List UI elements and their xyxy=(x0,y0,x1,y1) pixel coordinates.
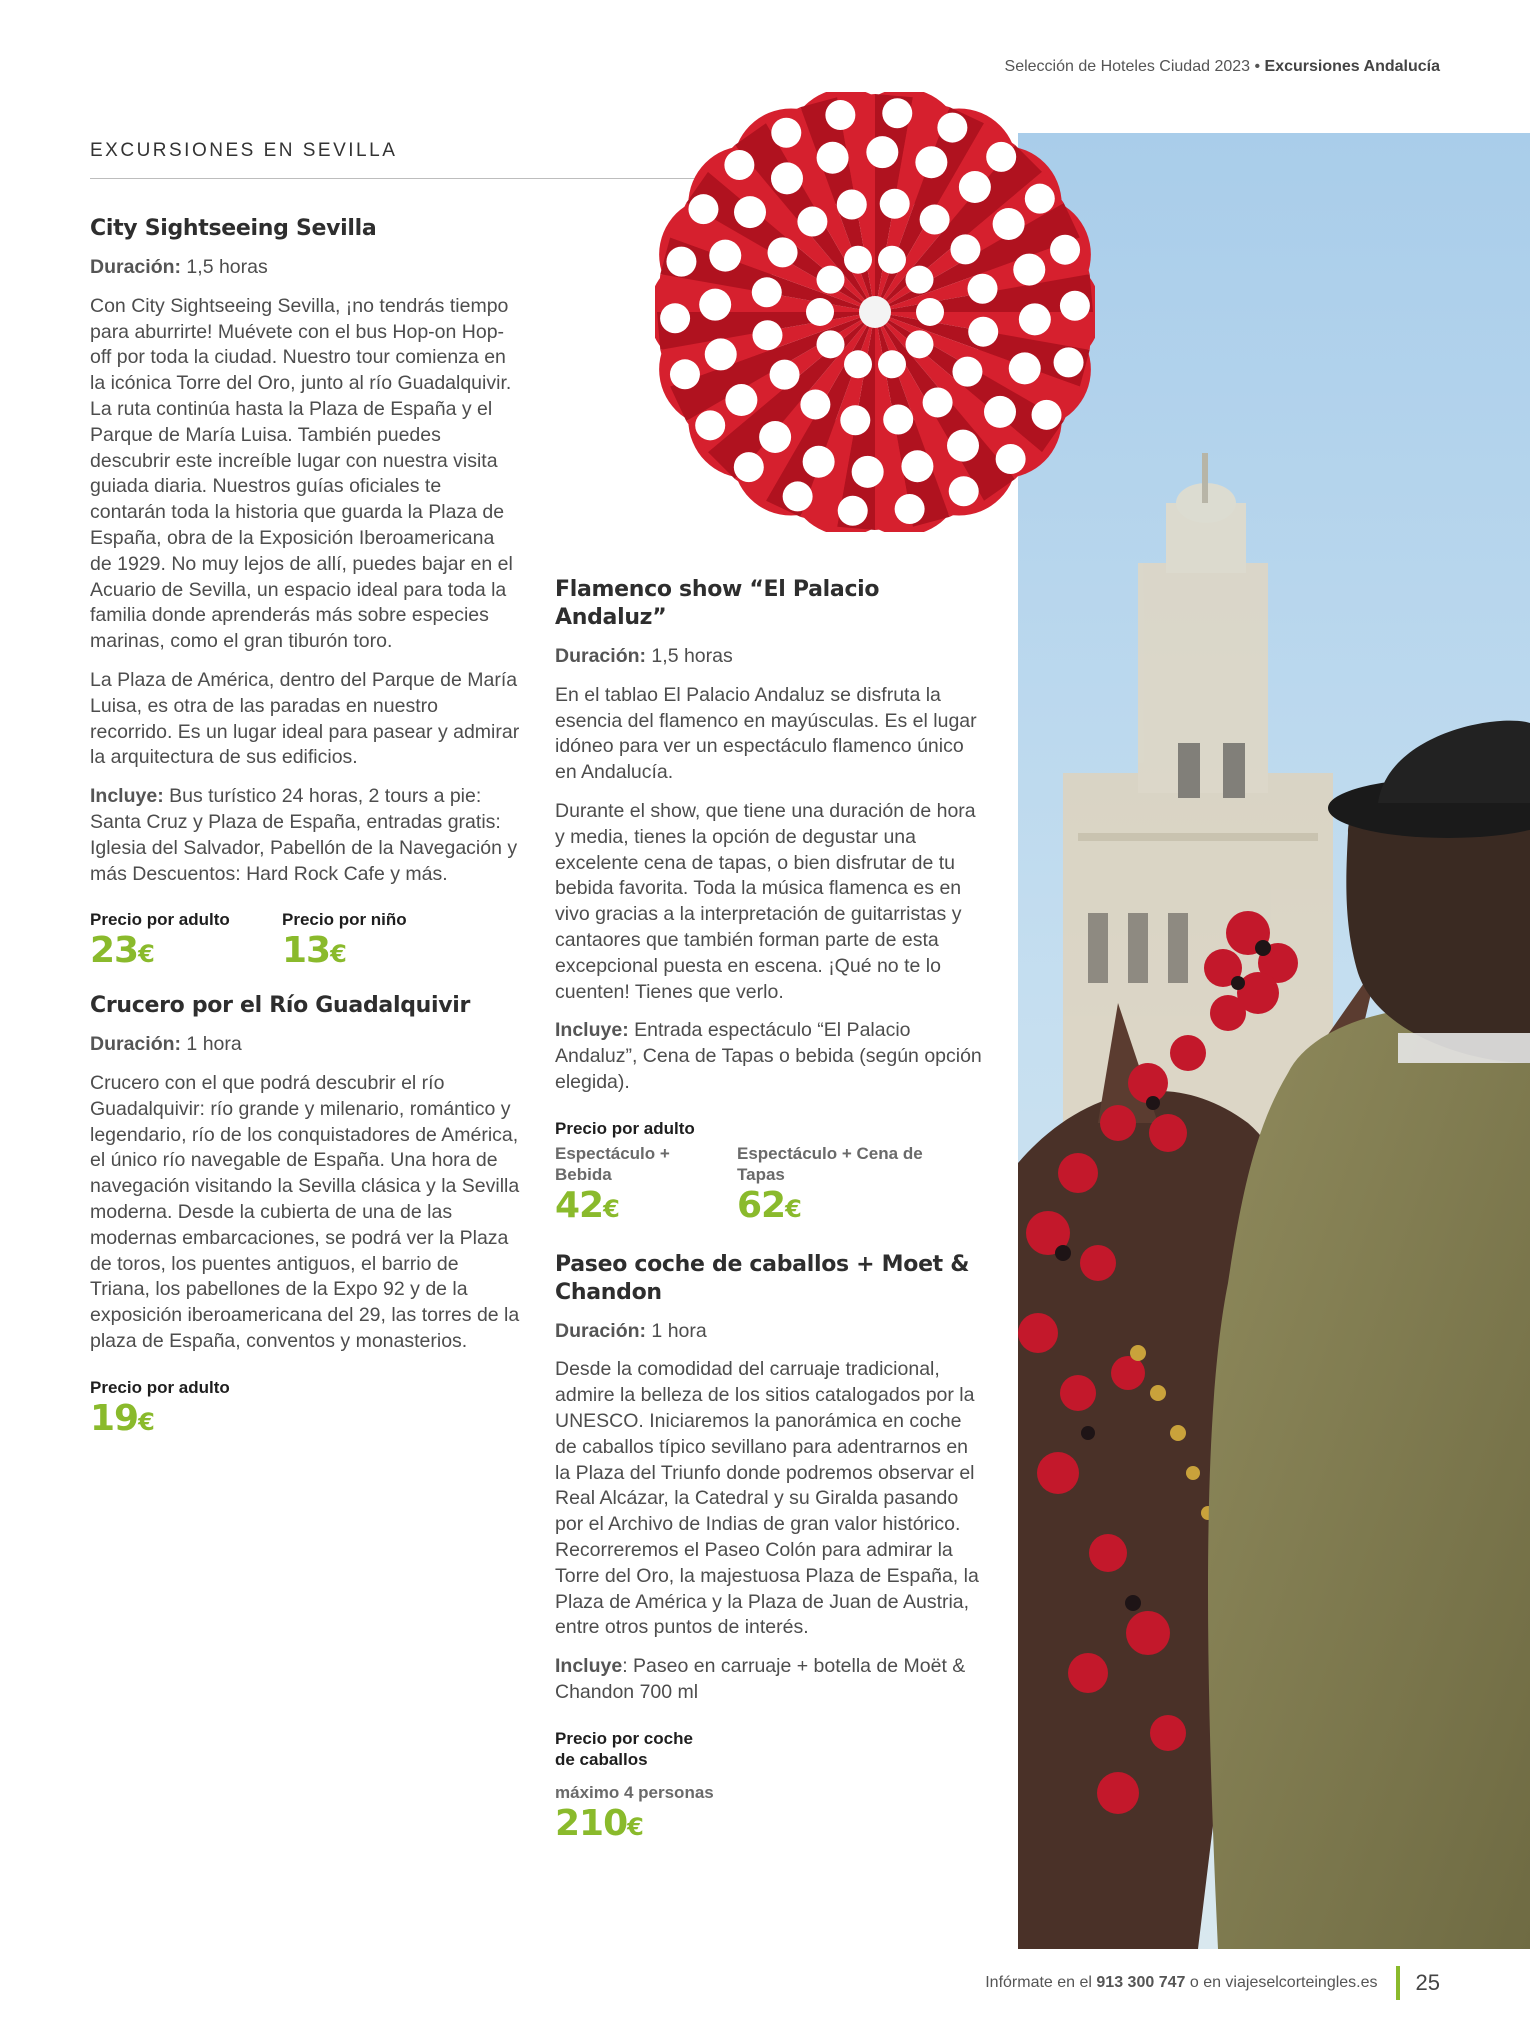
excursion-description: Crucero con el que podrá descubrir el río Guadalquivir: río grande y milenario, romántico y legendario, río de los conquistadores de América, el único río navegable de España. Una hora de navegación visitando la Sevilla clásica y la Sevilla moderna. Desde la cubierta de una de las modernas embarcaciones, se podrá ver la Plaza de toros, los puentes antiguos, el barrio de Triana, los pabellones de la Expo 92 y de la exposición iberoamericana del 29, las torres de la plaza de España, conventos y monasterios. xyxy=(90,1071,520,1352)
price-row xyxy=(555,1139,985,1226)
price-label: Precio por coche de caballos xyxy=(555,1728,693,1769)
price-value: 23€ xyxy=(90,930,154,972)
excursion-duration: Duración: 1,5 horas xyxy=(90,256,268,278)
excursion-description: Con City Sightseeing Sevilla, ¡no tendrás tiempo para aburrirte! Muévete con el bus Hop-on Hop-off por toda la ciudad. Nuestro tour comienza en la icónica Torre del Oro, junto al río Guadalquivir. La ruta continúa hasta la Plaza de España y el Parque de María Luisa. También puedes descubrir este increíble lugar con nuestra visita guiada diaria. Nuestros guías oficiales te contarán toda la historia que guarda la Plaza de España, obra de la Exposición Iberoamericana de 1929. No muy lejos de allí, puedes bajar en el Acuario de Sevilla, un espacio ideal para toda la familia donde aprenderás más sobre especies marinas, como el gran tiburón toro. xyxy=(90,294,513,653)
price-child: Precio por niño 13€ xyxy=(282,909,432,968)
excursion-description: La Plaza de América, dentro del Parque de María Luisa, es otra de las paradas en nuestro recorrido. Es un lugar ideal para pasear y admirar la arquitectura de sus edificios. xyxy=(90,668,520,769)
flamenco-fan-illustration xyxy=(655,92,1095,532)
price-adult: Precio por adulto 19€ xyxy=(90,1377,240,1436)
excursion-description: Durante el show, que tiene una duración de hora y media, tienes la opción de degustar una excelente cena de tapas, o bien disfrutar de tu bebida favorita. Toda la música flamenca es en vivo gracias a la interpretación de guitarristas y cantaores que también forman parte de esta excepcional puesta en escena. ¡Qué no te lo cuenten! Tienes que verlo. xyxy=(555,799,976,1003)
header-section: Excursiones Andalucía xyxy=(1264,58,1440,75)
price-value: 19€ xyxy=(90,1397,154,1439)
price-row xyxy=(90,1377,520,1439)
phone-number: 913 300 747 xyxy=(1096,1974,1186,1991)
excursion-title: City Sightseeing Sevilla xyxy=(90,216,377,241)
page-number: 25 xyxy=(1415,1970,1440,1995)
excursion-includes: Incluye: Bus turístico 24 horas, 2 tours a pie: Santa Cruz y Plaza de España, entradas gratis: Iglesia del Salvador, Pabellón de la Navegación y más Descuentos: Hard Rock Cafe y más. xyxy=(90,785,518,885)
excursion-title: Flamenco show “El Palacio Andaluz” xyxy=(555,577,880,630)
price-note: máximo 4 personas xyxy=(555,1782,714,1802)
running-header xyxy=(1005,58,1440,76)
section-title: EXCURSIONES EN SEVILLA xyxy=(90,140,398,161)
price-value: 210€ xyxy=(555,1802,643,1844)
excursion-duration: Duración: 1 hora xyxy=(90,1033,242,1056)
excursion-duration: Duración: 1 hora xyxy=(555,1319,707,1342)
excursion-duration: Duración: 1,5 horas xyxy=(555,645,733,667)
column-middle xyxy=(555,576,985,1844)
price-value: 13€ xyxy=(282,930,346,972)
page-footer: Infórmate en el 913 300 747 o en viajeselcorteingles.es 25 xyxy=(985,1966,1440,2000)
column-left xyxy=(90,215,520,1439)
price-label: Precio por adulto xyxy=(555,1118,695,1138)
price-option: Espectáculo + Bebida 42€ xyxy=(555,1139,705,1223)
price-value: 42€ xyxy=(555,1184,619,1226)
price-option: Espectáculo + Cena de Tapas 62€ xyxy=(737,1139,947,1223)
price-row xyxy=(90,909,520,972)
excursion-includes: Incluye: Entrada espectáculo “El Palacio Andaluz”, Cena de Tapas o bebida (según opción elegida). xyxy=(555,1019,982,1093)
price-adult: Precio por adulto 23€ xyxy=(90,909,240,968)
header-catalog: Selección de Hoteles Ciudad 2023 • xyxy=(1004,58,1265,75)
excursion-title: Crucero por el Río Guadalquivir xyxy=(90,993,471,1019)
excursion-includes: Incluye: Paseo en carruaje + botella de Moët & Chandon 700 ml xyxy=(555,1655,966,1703)
excursion-description: En el tablao El Palacio Andaluz se disfruta la esencia del flamenco en mayúsculas. Es el lugar idóneo para ver un espectáculo flamenco único en Andalucía. xyxy=(555,683,977,784)
footer-divider xyxy=(1396,1966,1400,2000)
excursion-title: Paseo coche de caballos + Moet & Chandon xyxy=(555,1251,970,1305)
excursion-description: Desde la comodidad del carruaje tradicional, admire la belleza de los sitios catalogados por la UNESCO. Iniciaremos la panorámica en coche de caballos típico sevillano para adentrarnos en la Plaza del Triunfo donde podremos observar el Real Alcázar, la Catedral y su Giralda pasando por el Archivo de Indias de gran valor histórico. Recorreremos el Paseo Colón para admirar la Torre del Oro, la majestuosa Plaza de España, la Plaza de América y la Plaza de Juan de Austria, entre otros puntos de interés. xyxy=(555,1358,979,1639)
price-value: 62€ xyxy=(737,1184,801,1226)
website-link: o en viajeselcorteingles.es xyxy=(1189,1974,1378,1991)
